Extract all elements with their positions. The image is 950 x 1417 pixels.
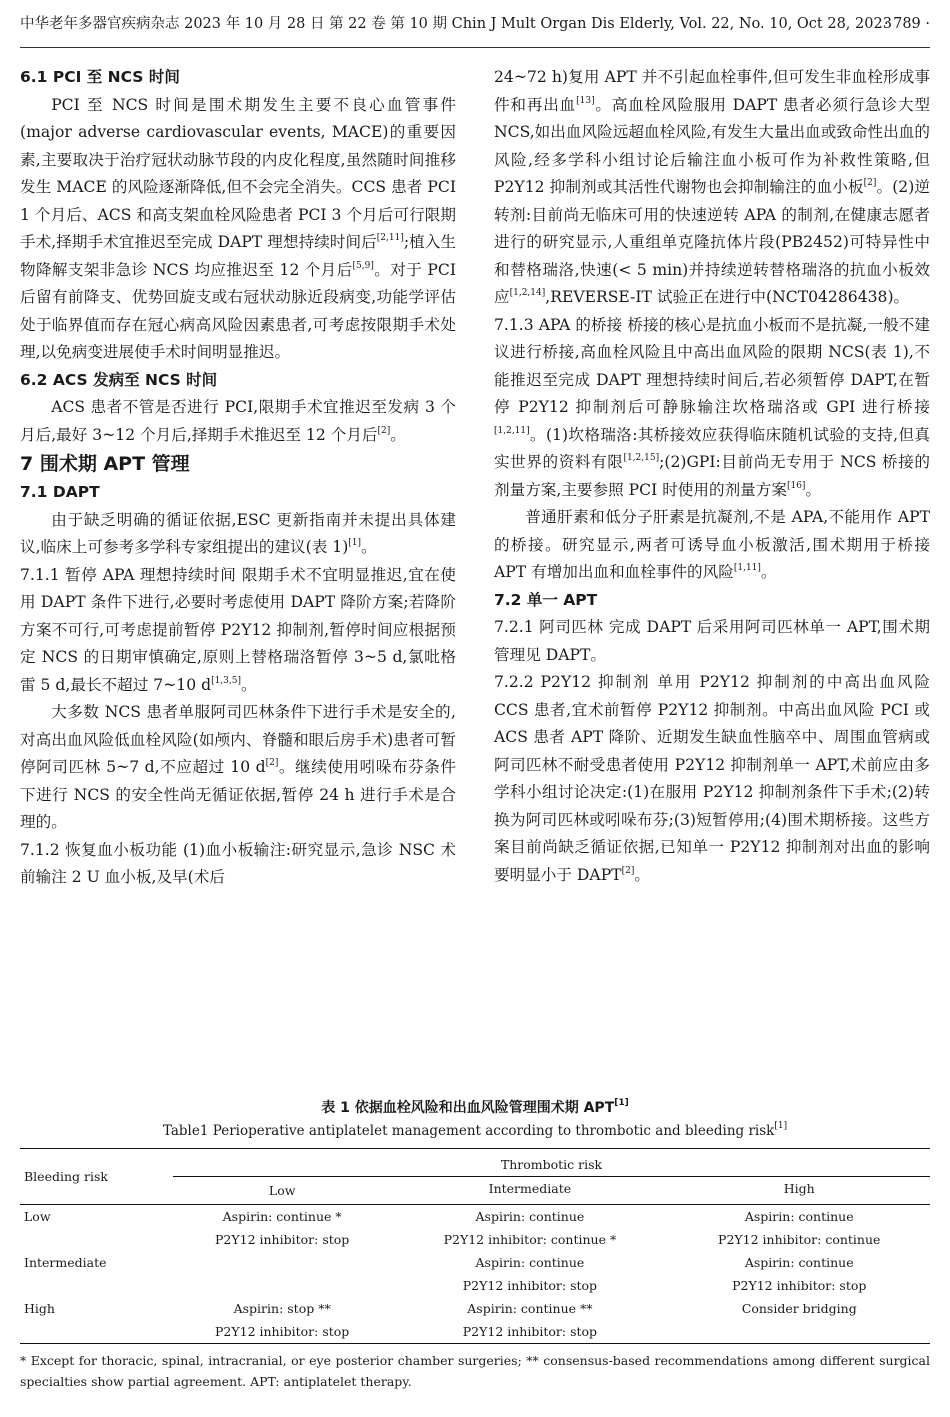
citation: [2]	[265, 758, 279, 768]
left-column	[20, 64, 456, 892]
table-cell	[173, 1297, 391, 1344]
running-header	[20, 12, 930, 36]
cell-line: P2Y12 inhibitor: continue *	[443, 1232, 617, 1247]
citation: [1,2,14]	[509, 288, 546, 298]
cell-line: Aspirin: continue	[475, 1255, 585, 1270]
table-row	[20, 1297, 930, 1344]
paragraph: 24~72 h)复用 APT 并不引起血栓事件,但可发生非血栓形成事件和再出血[13]。高血栓风险服用 DAPT 患者必须行急诊大型 NCS,如出血风险远超血栓风险,有发生大量出血或致命性出血的风险,经多学科小组讨论后输注血小板可作为补救性策略,但 P2Y12 抑制剂或其活性代谢物也会抑制输注的血小板[2]。(2)逆转剂:目前尚无临床可用的快速逆转 APA 的制剂,在健康志愿者进行的研究显示,人重组单克隆抗体片段(PB2452)可特异性中和替格瑞洛,快速(< 5 min)并持续逆转替格瑞洛的抗血小板效应[1,2,14],REVERSE-IT 试验正在进行中(NCT04286438)。	[494, 68, 930, 306]
table-cell	[668, 1251, 930, 1297]
paragraph-7-2-1: 7.2.1 阿司匹林 完成 DAPT 后采用阿司匹林单一 APT,围术期管理见 DAPT。	[494, 618, 930, 664]
section-7-1-heading: 7.1 DAPT	[20, 483, 100, 501]
section-7-heading: 7 围术期 APT 管理	[20, 453, 190, 475]
cell-line: Aspirin: continue	[744, 1209, 854, 1224]
cell-line: P2Y12 inhibitor: stop	[215, 1232, 350, 1247]
table-cell	[391, 1297, 668, 1344]
table-cell	[173, 1251, 391, 1297]
table-header-intermediate: Intermediate	[391, 1177, 668, 1205]
citation: [2]	[621, 865, 635, 876]
cell-line: Aspirin: continue *	[222, 1209, 342, 1224]
citation: [13]	[576, 95, 595, 106]
cell-line: P2Y12 inhibitor: stop	[462, 1278, 598, 1293]
section-6-2-heading: 6.2 ACS 发病至 NCS 时间	[20, 370, 218, 389]
citation: [1]	[774, 1121, 788, 1131]
table-header-high: High	[668, 1177, 930, 1205]
right-column	[494, 64, 930, 889]
citation: [1,2,11]	[494, 425, 530, 436]
cell-line: Consider bridging	[741, 1301, 857, 1316]
paragraph-7-1-3: 7.1.3 APA 的桥接 桥接的核心是抗血小板而不是抗凝,一般不建议进行桥接,高血栓风险且中高出血风险的限期 NCS(表 1),不能推迟至完成 DAPT 理想持续时间后,若必须暂停 DAPT,在暂停 P2Y12 抑制剂后可静脉输注坎格瑞洛或 GPI 进行桥接[1,2,11]。(1)坎格瑞洛:其桥接效应获得临床随机试验的支持,但真实世界的资料有限[1,2,15];(2)GPI:目前尚无专用于 NCS 桥接的剂量方案,主要参照 PCI 时使用的剂量方案[16]。	[494, 315, 930, 499]
table-header-bleeding-risk: Bleeding risk	[20, 1149, 173, 1205]
table-1	[20, 1098, 930, 1392]
citation: [2]	[863, 178, 877, 188]
citation: [1,2,15]	[623, 453, 660, 463]
table-cell	[173, 1205, 391, 1252]
paragraph-7-1-2: 7.1.2 恢复血小板功能 (1)血小板输注:研究显示,急诊 NSC 术前输注 2 U 血小板,及早(术后	[20, 840, 456, 886]
cell-line: Aspirin: stop **	[233, 1301, 331, 1316]
cell-line	[177, 1251, 387, 1274]
citation: [1]	[614, 1098, 629, 1108]
table-footnote: * Except for thoracic, spinal, intracranial, or eye posterior chamber surgeries; ** consensus-based recommendations among different surgical specialties show partial agreement. APT: antiplatelet therapy.	[20, 1353, 930, 1389]
cell-line: Aspirin: continue	[744, 1255, 854, 1270]
section-6-1-heading: 6.1 PCI 至 NCS 时间	[20, 68, 180, 86]
table-row	[20, 1251, 930, 1297]
section-7-2-heading: 7.2 单一 APT	[494, 590, 598, 609]
citation: [2,11]	[376, 233, 404, 243]
table-cell	[668, 1297, 930, 1344]
citation: [1,11]	[733, 563, 761, 573]
cell-line: Aspirin: continue **	[467, 1301, 593, 1316]
table-title-cn: 表 1 依据血栓风险和出血风险管理围术期 APT[1]	[321, 1098, 629, 1116]
citation: [1,3,5]	[211, 675, 241, 686]
cell-line: P2Y12 inhibitor: stop	[732, 1278, 867, 1293]
paragraph-7-1-1: 7.1.1 暂停 APA 理想持续时间 限期手术不宜明显推迟,宜在使用 DAPT 条件下进行,必要时考虑使用 DAPT 降阶方案;若降阶方案不可行,可考虑提前暂停 P2Y12 抑制剂,暂停时间应根据预定 NCS 的日期审慎确定,原则上替格瑞洛暂停 3~5 d,氯吡格雷 5 d,最长不超过 7~10 d[1,3,5]。	[20, 565, 456, 694]
citation: [1]	[348, 538, 362, 548]
paragraph: 普通肝素和低分子肝素是抗凝剂,不是 APA,不能用作 APT 的桥接。研究显示,两者可诱导血小板激活,围术期用于桥接 APT 有增加出血和血栓事件的风险[1,11]。	[494, 508, 930, 581]
table-cell	[391, 1205, 668, 1252]
header-rule	[20, 47, 930, 48]
paragraph-7-2-2: 7.2.2 P2Y12 抑制剂 单用 P2Y12 抑制剂的中高出血风险 CCS 患者,宜术前暂停 P2Y12 抑制剂。中高出血风险 PCI 或 ACS 患者 APT 降阶、近期发生缺血性脑卒中、周围血管病或阿司匹林不耐受患者使用 P2Y12 抑制剂单一 APT,术前应由多学科小组讨论决定:(1)在服用 P2Y12 抑制剂条件下手术;(2)转换为阿司匹林或吲哚布芬;(3)短暂停用;(4)围术期桥接。这些方案目前尚缺乏循证依据,已知单一 P2Y12 抑制剂对出血的影响要明显小于 DAPT[2]。	[494, 673, 930, 884]
cell-line: P2Y12 inhibitor: stop	[215, 1324, 350, 1339]
table-header-thrombotic-risk: Thrombotic risk	[173, 1149, 930, 1177]
row-label: Low	[24, 1209, 51, 1224]
cell-line: Aspirin: continue	[475, 1209, 585, 1224]
risk-table	[20, 1148, 930, 1344]
citation: [5,9]	[352, 260, 374, 271]
citation: [16]	[786, 480, 806, 491]
row-label: High	[20, 1297, 173, 1344]
journal-citation: 中华老年多器官疾病杂志 2023 年 10 月 28 日 第 22 卷 第 10 期 Chin J Mult Organ Dis Elderly, Vol. 22, No. 10, Oct 28, 2023	[20, 16, 892, 32]
paragraph: PCI 至 NCS 时间是围术期发生主要不良心血管事件(major adverse cardiovascular events, MACE)的重要因素,主要取决于治疗冠状动脉节段的内皮化程度,虽然随时间推移发生 MACE 的风险逐渐降低,但不会完全消失。CCS 患者 PCI 1 个月后、ACS 和高支架血栓风险患者 PCI 3 个月后可行限期手术,择期手术宜推迟至完成 DAPT 理想持续时间后[2,11];植入生物降解支架非急诊 NCS 均应推迟至 12 个月后[5,9]。对于 PCI 后留有前降支、优势回旋支或右冠状动脉近段病变,功能学评估处于临界值而存在冠心病高风险因素患者,可考虑按限期手术处理,以免病变进展使手术时间明显推迟。	[20, 95, 456, 361]
table-cell	[391, 1251, 668, 1297]
cell-line: P2Y12 inhibitor: stop	[462, 1324, 598, 1339]
paragraph: 大多数 NCS 患者单服阿司匹林条件下进行手术是安全的,对高出血风险低血栓风险(如颅内、脊髓和眼后房手术)患者可暂停阿司匹林 5~7 d,不应超过 10 d[2]。继续使用吲哚布芬条件下进行 NCS 的安全性尚无循证依据,暂停 24 h 进行手术是合理的。	[20, 703, 456, 831]
paragraph: 由于缺乏明确的循证依据,ESC 更新指南并未提出具体建议,临床上可参考多学科专家组提出的建议(表 1)[1]。	[20, 510, 456, 556]
table-row	[20, 1205, 930, 1252]
row-label: Intermediate	[24, 1255, 107, 1270]
table-cell	[668, 1205, 930, 1252]
page-number: · 789 ·	[883, 16, 930, 32]
paragraph: ACS 患者不管是否进行 PCI,限期手术宜推迟至发病 3 个月后,最好 3~12 个月后,择期手术推迟至 12 个月后[2]。	[20, 398, 456, 444]
citation: [2]	[377, 425, 391, 436]
cell-line	[177, 1274, 387, 1297]
cell-line: P2Y12 inhibitor: continue	[718, 1232, 881, 1247]
table-title-en: Table1 Perioperative antiplatelet management according to thrombotic and bleeding risk[1]	[162, 1121, 788, 1139]
cell-line	[672, 1320, 926, 1343]
table-header-low: Low	[173, 1177, 391, 1205]
